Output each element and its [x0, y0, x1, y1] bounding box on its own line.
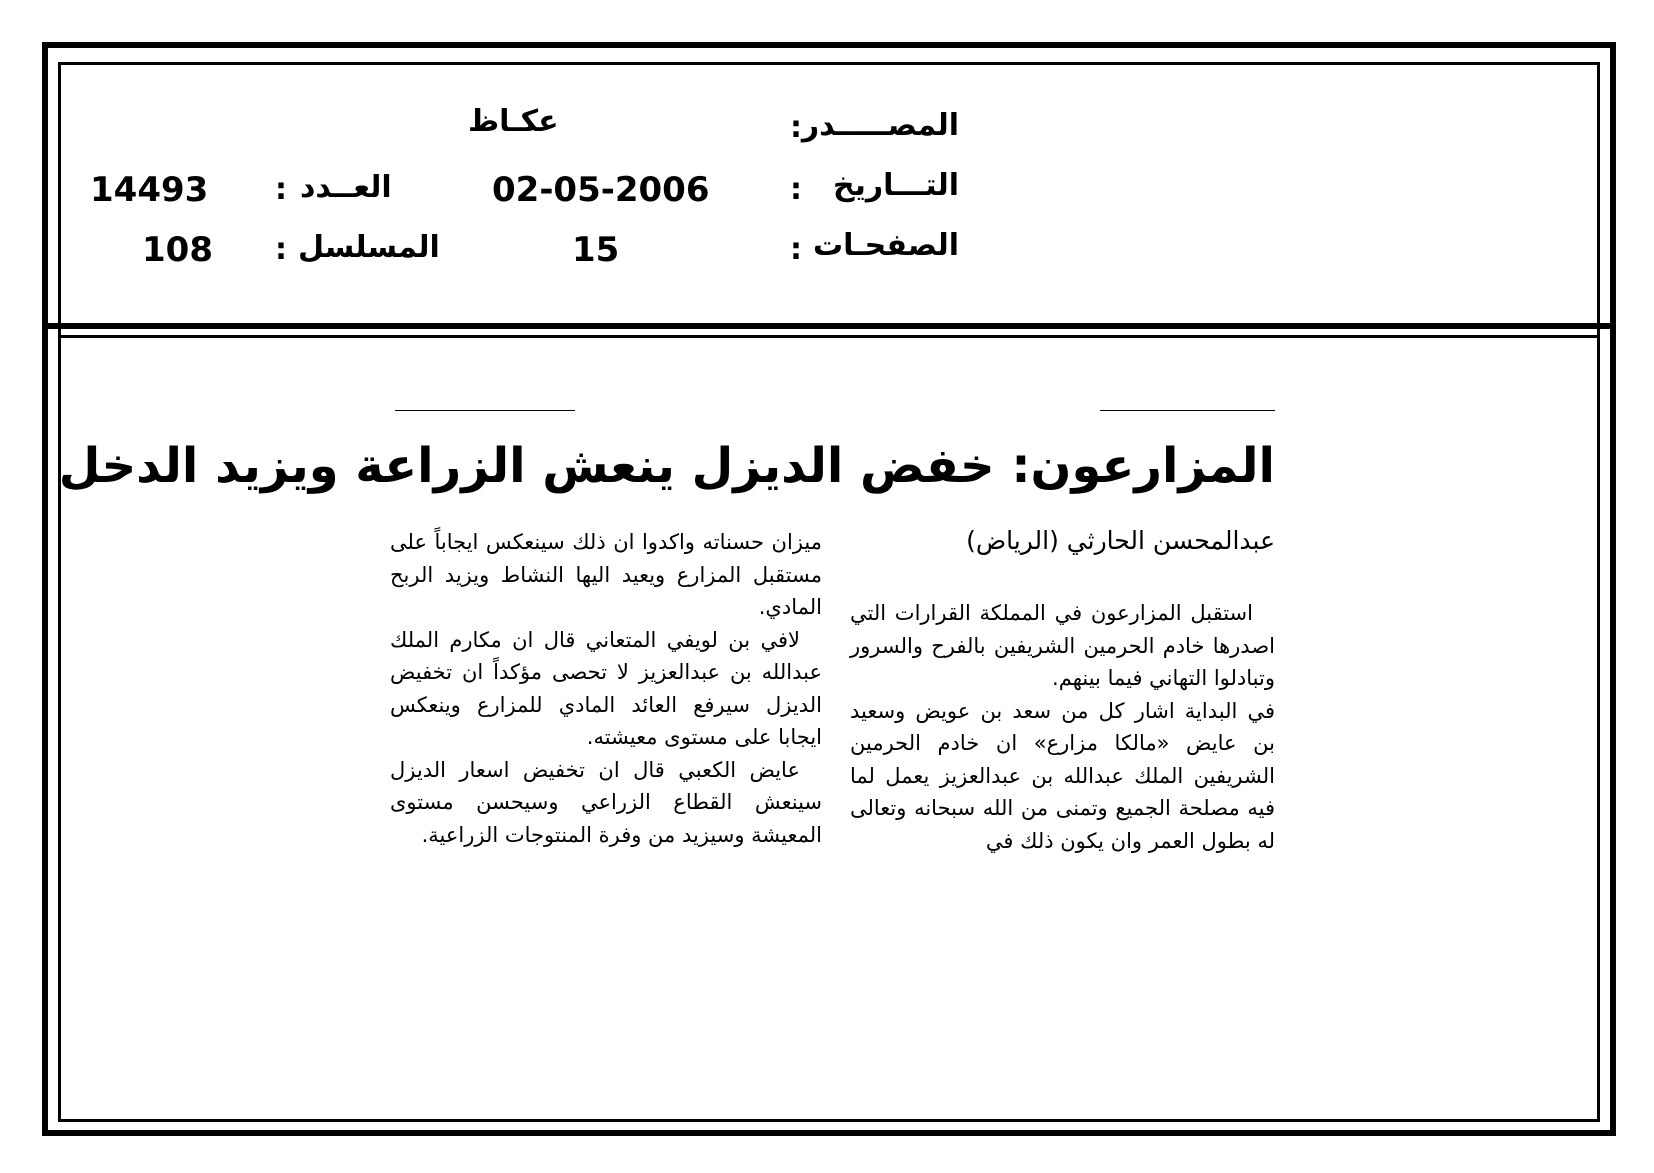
serial-value: 108: [142, 230, 213, 270]
issue-value: 14493: [90, 170, 209, 210]
paragraph: ميزان حسناته واكدوا ان ذلك سينعكس ايجاباً على مستقبل المزارع ويعيد اليها النشاط ويزيد الربح المادي.: [390, 530, 822, 619]
serial-colon: :: [275, 232, 287, 267]
date-label: التـــاريخ: [833, 168, 959, 203]
source-colon: :: [790, 110, 802, 145]
issue-colon: :: [275, 172, 287, 207]
paragraph: في البداية اشار كل من سعد بن عويض وسعيد بن عايض «مالكا مزارع» ان خادم الحرمين الشريفين الملك عبدالله بن عبدالعزيز يعمل لما فيه مصلحة الجميع وتمنى من الله سبحانه وتعالى له بطول العمر وان يكون ذلك في: [850, 698, 1275, 853]
rule-right: [1100, 410, 1275, 411]
paragraph: عايض الكعبي قال ان تخفيض اسعار الديزل سينعش القطاع الزراعي وسيحسن مستوى المعيشة وسيزيد من وفرة المنتوجات الزراعية.: [390, 757, 822, 847]
header-divider: [42, 323, 1616, 329]
pages-value: 15: [572, 230, 620, 270]
pages-colon: :: [790, 232, 802, 267]
date-colon: :: [790, 172, 802, 207]
article-headline: المزارعون: خفض الديزل ينعش الزراعة ويزيد الدخل: [58, 438, 1275, 494]
header-divider-inner: [58, 335, 1600, 338]
article-column-right: [850, 597, 1275, 857]
serial-label: المسلسل: [298, 230, 440, 265]
paragraph: لافي بن لويفي المتعاني قال ان مكارم الملك عبدالله بن عبدالعزيز لا تحصى مؤكداً ان تخفيض الديزل سيرفع العائد المادي للمزارع وينعكس ايجابا على مستوى معيشته.: [390, 627, 822, 749]
inner-frame: [58, 62, 1600, 1122]
issue-label: العــدد: [300, 170, 392, 205]
source-value: عكـاظ: [468, 104, 559, 139]
article-byline: عبدالمحسن الحارثي (الرياض): [966, 526, 1275, 555]
date-value: 02-05-2006: [492, 170, 710, 210]
pages-label: الصفحـات: [813, 228, 959, 263]
source-label: المصـــــدر: [801, 108, 959, 143]
article-column-left: [390, 526, 822, 851]
paragraph: استقبل المزارعون في المملكة القرارات التي اصدرها خادم الحرمين الشريفين بالفرح والسرور وتبادلوا التهاني فيما بينهم.: [850, 601, 1275, 690]
rule-left: [395, 410, 575, 411]
